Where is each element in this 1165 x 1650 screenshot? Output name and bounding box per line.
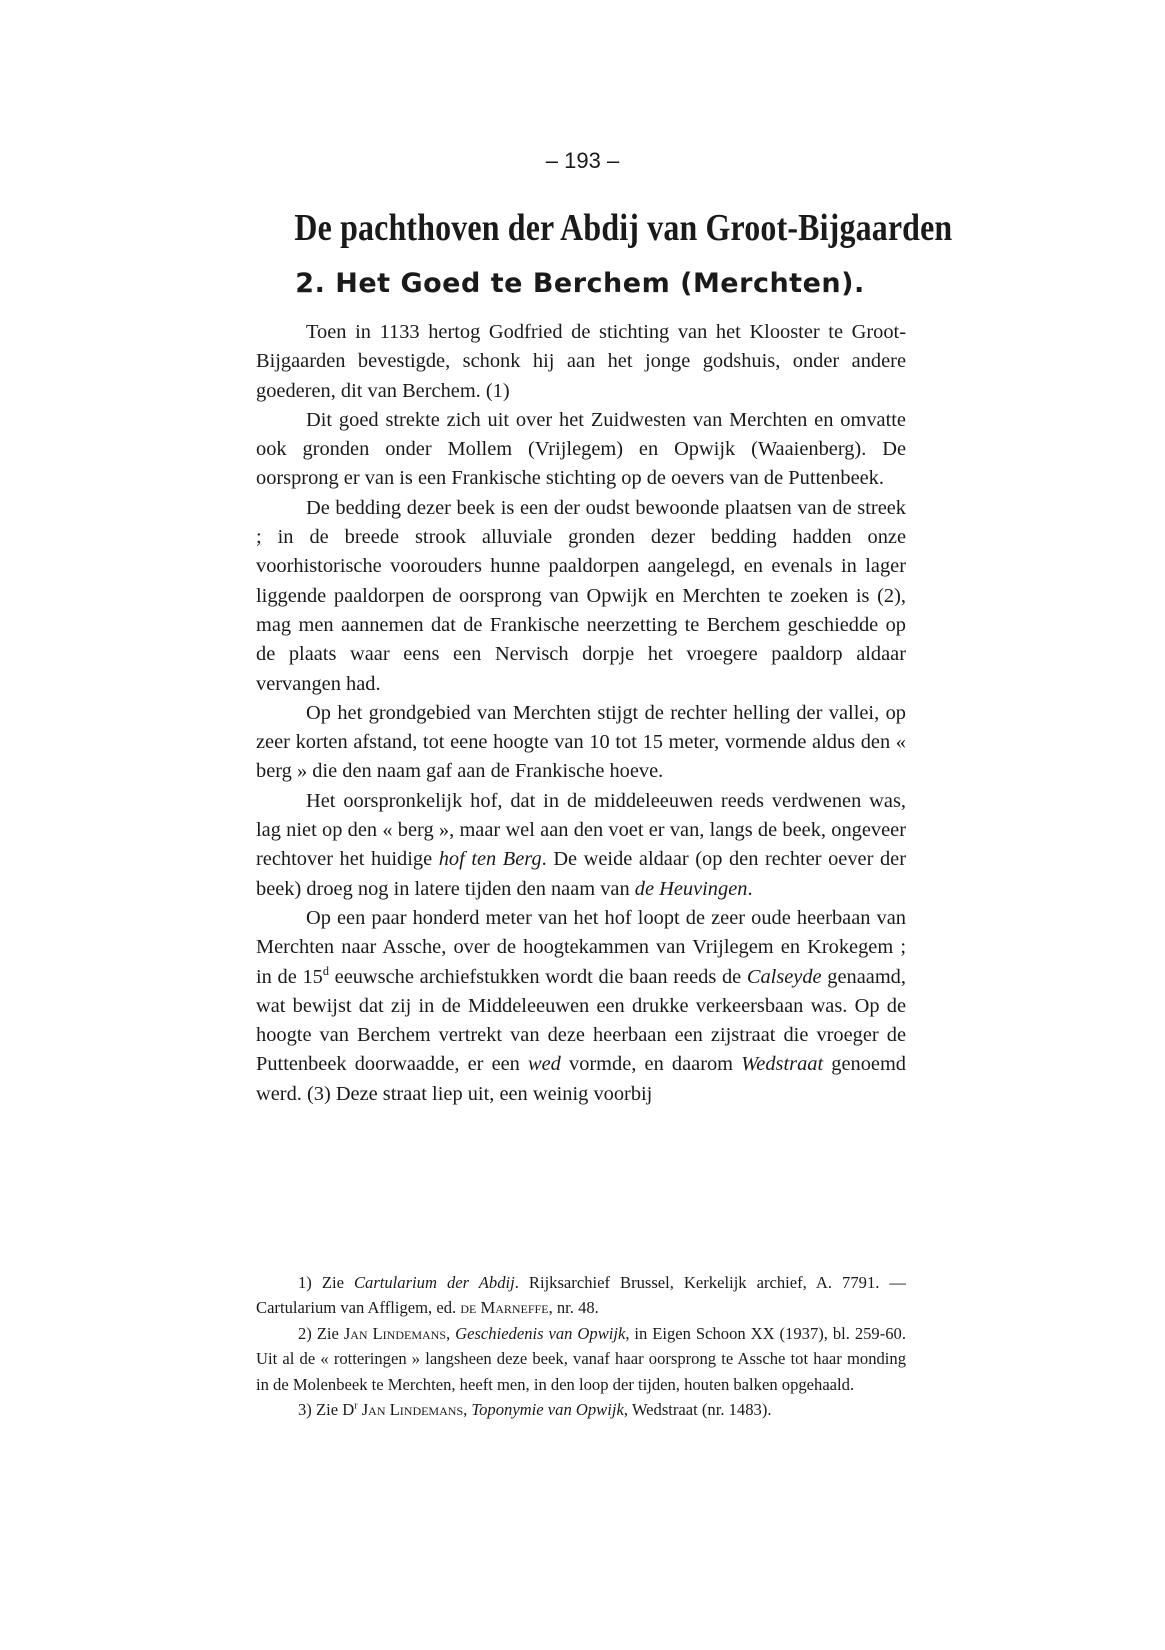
paragraph-5-text: . De weide aldaar (op den rechter oever der beek) droeg nog in latere tijden den naam van bbox=[256, 848, 906, 900]
page-title: De pachthoven der Abdij van Groot-Bijgaarden bbox=[294, 207, 953, 249]
footnote-3 bbox=[256, 1397, 906, 1422]
footnote-3-italic: Toponymie van Opwijk bbox=[471, 1400, 624, 1420]
footnote-2-text: , in Eigen Schoon XX (1937), bl. 259-60. Uit al de « rotteringen » langsheen deze beek, vanaf haar oorsprong te Assche tot haar monding in de Molenbeek te Merchten, heeft men, in den loop der tijden, houten balken opgehaald. bbox=[256, 1323, 906, 1394]
paragraph-5 bbox=[256, 787, 906, 904]
footnote-3-text: , bbox=[463, 1400, 472, 1420]
footnote-3-author: Jan Lindemans bbox=[361, 1400, 464, 1420]
paragraph-6-italic-calseyde: Calseyde bbox=[746, 965, 822, 988]
paragraph-5-text: . bbox=[747, 877, 753, 900]
footnote-1-text: . Rijksarchief Brussel, Kerkelijk archief, A. 7791. — Cartularium van Affligem, ed. bbox=[256, 1273, 906, 1318]
footnote-2-italic: Geschiedenis van Opwijk bbox=[455, 1323, 626, 1343]
section-subtitle: 2. Het Goed te Berchem (Merchten). bbox=[295, 268, 865, 299]
superscript-d: d bbox=[322, 963, 329, 978]
footnote-2-text: 2) Zie bbox=[298, 1323, 344, 1343]
paragraph-6-text: genaamd, wat bewijst dat zij in de Middeleeuwen een drukke verkeersbaan was. Op de hoogte van Berchem vertrekt van deze heerbaan een zijstraat die vroeger de Puttenbeek doorwaadde, er een bbox=[256, 965, 906, 1076]
footnote-1 bbox=[256, 1270, 906, 1321]
footnote-2-author: Jan Lindemans bbox=[343, 1323, 447, 1343]
paragraph-5-italic-heuvingen: de Heuvingen bbox=[634, 877, 748, 900]
footnote-1-smallcaps: de Marneffe bbox=[460, 1298, 549, 1318]
paragraph-6-text: vormde, en daarom bbox=[560, 1053, 742, 1076]
page-number: – 193 – bbox=[545, 148, 620, 173]
paragraph-6 bbox=[256, 904, 906, 1109]
footnote-3-text: 3) Zie D bbox=[298, 1400, 355, 1420]
footnote-1-text: 1) Zie bbox=[298, 1273, 354, 1292]
superscript-r: r bbox=[354, 1400, 358, 1412]
paragraph-6-italic-wedstraat: Wedstraat bbox=[741, 1053, 824, 1076]
paragraph-6-text: eeuwsche archiefstukken wordt die baan reeds de bbox=[328, 965, 747, 988]
paragraph-3: De bedding dezer beek is een der oudst bewoonde plaatsen van de streek ; in de breede strook alluviale gronden dezer bedding hadden onze voorhistorische voorouders hunne paaldorpen aangelegd, en evenals in lager liggende paaldorpen de oorsprong van Opwijk en Merchten te zoeken is (2), mag men aannemen dat de Frankische neerzetting te Berchem geschiedde op de plaats waar eens een Nervisch dorpje het vroegere paaldorp aldaar vervangen had. bbox=[256, 496, 906, 695]
body-text bbox=[256, 318, 906, 1109]
paragraph-6-text: genoemd werd. (3) Deze straat liep uit, een weinig voorbij bbox=[256, 1053, 906, 1105]
paragraph-4: Op het grondgebied van Merchten stijgt de rechter helling der vallei, op zeer korten afstand, tot eene hoogte van 10 tot 15 meter, vormende aldus den « berg » die den naam gaf aan de Frankische hoeve. bbox=[256, 701, 906, 783]
footnote-1-italic: Cartularium der Abdij bbox=[353, 1273, 515, 1292]
paragraph-6-italic-wed: wed bbox=[528, 1053, 561, 1076]
paragraph-2: Dit goed strekte zich uit over het Zuidwesten van Merchten en omvatte ook gronden onder Mollem (Vrijlegem) en Opwijk (Waaienberg). De oorsprong er van is een Frankische stichting op de oevers van de Puttenbeek. bbox=[256, 408, 906, 490]
paragraph-6-text: Op een paar honderd meter van het hof loopt de zeer oude heerbaan van Merchten naar Assche, over de hoogtekammen van Vrijlegem en Krokegem ; in de 15 bbox=[256, 906, 906, 988]
paragraph-5-italic-hof-ten-berg: hof ten Berg bbox=[438, 848, 542, 871]
paragraph-1: Toen in 1133 hertog Godfried de stichting van het Klooster te Groot-Bijgaarden bevestigde, schonk hij aan het jonge godshuis, onder andere goederen, dit van Berchem. (1) bbox=[256, 321, 906, 402]
footnote-1-text: , nr. 48. bbox=[548, 1298, 599, 1318]
footnote-2 bbox=[256, 1321, 906, 1397]
footnote-3-text: , Wedstraat (nr. 1483). bbox=[623, 1400, 772, 1420]
footnote-2-text: , bbox=[446, 1323, 456, 1343]
footnotes bbox=[256, 1270, 906, 1422]
paragraph-5-text: Het oorspronkelijk hof, dat in de middeleeuwen reeds verdwenen was, lag niet op den « berg », maar wel aan den voet er van, langs de beek, ongeveer rechtover het huidige bbox=[256, 789, 906, 871]
